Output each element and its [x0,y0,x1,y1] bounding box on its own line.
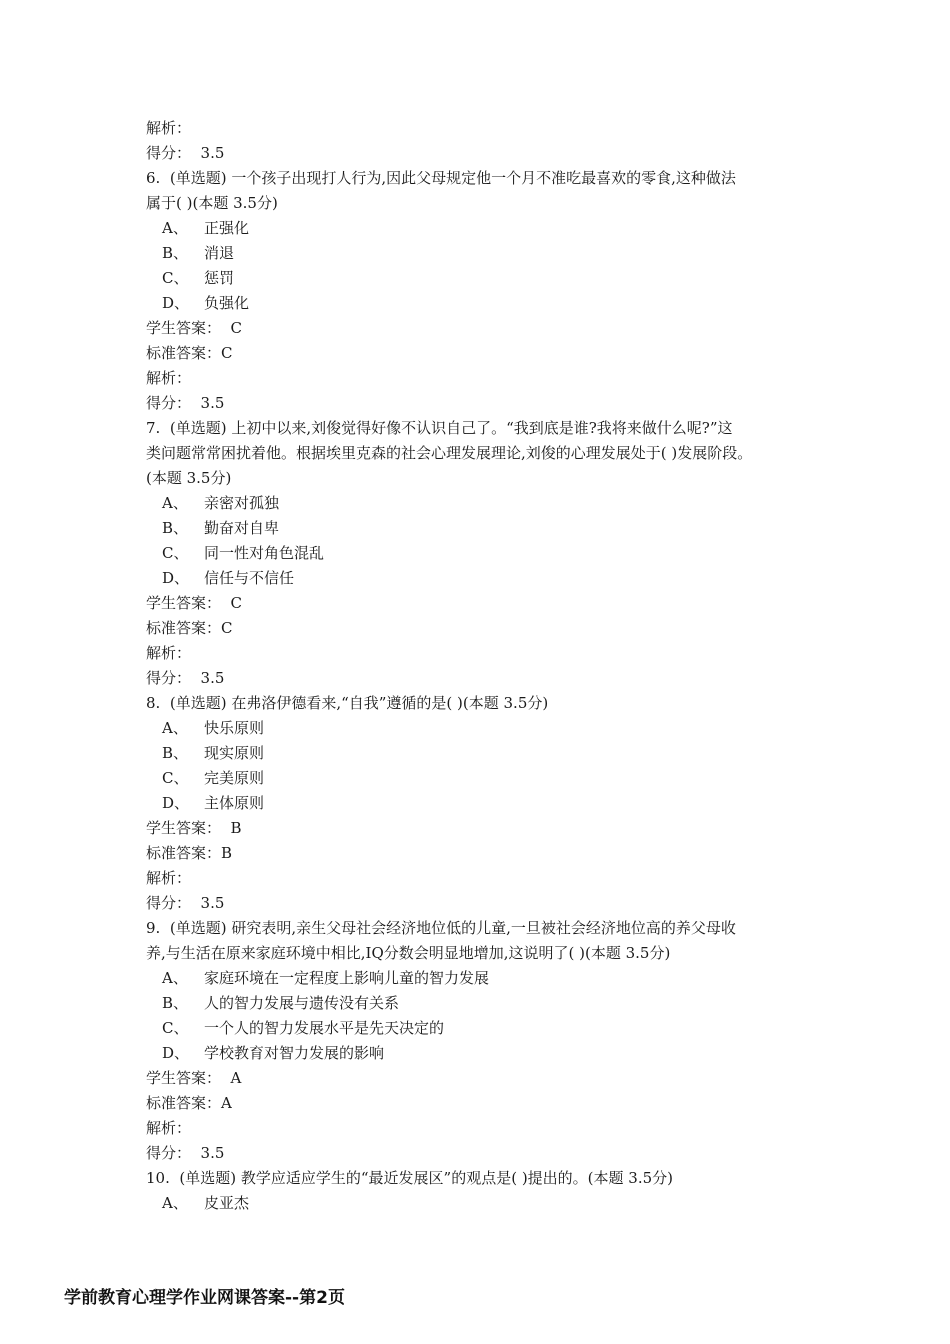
question-9-score: 得分： 3.5 [146,1144,225,1162]
question-9-student-answer: 学生答案： A [146,1069,242,1087]
option-text: 同一性对角色混乱 [204,544,325,562]
question-9-option-a [162,968,489,988]
question-8-analysis: 解析： [146,869,192,887]
option-letter: A、 [162,1194,188,1212]
question-6-option-d [162,293,249,313]
option-letter: D、 [162,294,190,312]
option-text: 人的智力发展与遗传没有关系 [204,994,400,1012]
question-9-text-line-1: 9. (单选题) 研究表明,亲生父母社会经济地位低的儿童,一旦被社会经济地位高的养父母收 [146,919,736,937]
question-6-text-line-1: 6. (单选题) 一个孩子出现打人行为,因此父母规定他一个月不准吃最喜欢的零食,这种做法 [146,169,736,187]
question-7-text-line-3: (本题 3.5分) [146,469,232,487]
option-letter: C、 [162,769,189,787]
option-text: 一个人的智力发展水平是先天决定的 [204,1019,445,1037]
question-7-option-d [162,568,294,588]
option-text: 快乐原则 [204,719,265,737]
question-9-text-line-2: 养,与生活在原来家庭环境中相比,IQ分数会明显地增加,这说明了( )(本题 3.5分) [146,944,671,962]
question-6-student-answer: 学生答案： C [146,319,243,337]
question-6-option-c [162,268,234,288]
question-8-option-d [162,793,264,813]
option-text: 主体原则 [204,794,265,812]
question-6-standard-answer: 标准答案：C [146,344,233,362]
option-text: 完美原则 [204,769,265,787]
question-7-analysis: 解析： [146,644,192,662]
question-7-option-c [162,543,324,563]
option-text: 惩罚 [204,269,235,287]
option-text: 亲密对孤独 [204,494,280,512]
question-8-text-line-1: 8. (单选题) 在弗洛伊德看来,“自我”遵循的是( )(本题 3.5分) [146,694,549,712]
question-8-standard-answer: 标准答案：B [146,844,233,862]
question-9-option-d [162,1043,384,1063]
option-letter: A、 [162,969,188,987]
option-letter: A、 [162,494,188,512]
question-8-option-b [162,743,264,763]
option-text: 消退 [204,244,235,262]
question-9-standard-answer: 标准答案：A [146,1094,232,1112]
option-text: 学校教育对智力发展的影响 [204,1044,385,1062]
option-letter: A、 [162,719,188,737]
question-6-option-a [162,218,249,238]
option-text: 皮亚杰 [204,1194,250,1212]
question-7-option-a [162,493,279,513]
option-letter: B、 [162,519,189,537]
question-9-option-c [162,1018,444,1038]
option-letter: C、 [162,544,189,562]
question-6-analysis: 解析： [146,369,192,387]
question-8-score: 得分： 3.5 [146,894,225,912]
prev-score: 得分： 3.5 [146,144,225,162]
question-9-option-b [162,993,399,1013]
option-text: 正强化 [204,219,250,237]
question-8-student-answer: 学生答案： B [146,819,242,837]
question-6-option-b [162,243,234,263]
question-6-text-line-2: 属于( )(本题 3.5分) [146,194,278,212]
option-text: 勤奋对自卑 [204,519,280,537]
option-letter: D、 [162,1044,190,1062]
option-text: 家庭环境在一定程度上影响儿童的智力发展 [204,969,490,987]
question-7-text-line-2: 类问题常常困扰着他。根据埃里克森的社会心理发展理论,刘俊的心理发展处于( )发展阶段。 [146,444,753,462]
question-7-score: 得分： 3.5 [146,669,225,687]
question-10-text-line-1: 10. (单选题) 教学应适应学生的“最近发展区”的观点是( )提出的。(本题 3.5分) [146,1169,674,1187]
question-6-score: 得分： 3.5 [146,394,225,412]
question-7-student-answer: 学生答案： C [146,594,243,612]
question-8-option-a [162,718,264,738]
question-8-option-c [162,768,264,788]
question-9-analysis: 解析： [146,1119,192,1137]
option-letter: B、 [162,994,189,1012]
option-letter: C、 [162,1019,189,1037]
option-text: 负强化 [204,294,250,312]
option-letter: B、 [162,744,189,762]
option-letter: A、 [162,219,188,237]
question-7-option-b [162,518,279,538]
option-letter: C、 [162,269,189,287]
option-text: 现实原则 [204,744,265,762]
option-letter: D、 [162,794,190,812]
option-letter: D、 [162,569,190,587]
question-7-text-line-1: 7. (单选题) 上初中以来,刘俊觉得好像不认识自己了。“我到底是谁?我将来做什么呢?”这 [146,419,733,437]
option-text: 信任与不信任 [204,569,295,587]
question-7-standard-answer: 标准答案：C [146,619,233,637]
question-10-option-a [162,1193,249,1213]
prev-analysis: 解析： [146,119,192,137]
page-footer: 学前教育心理学作业网课答案--第2页 [64,1288,345,1308]
option-letter: B、 [162,244,189,262]
